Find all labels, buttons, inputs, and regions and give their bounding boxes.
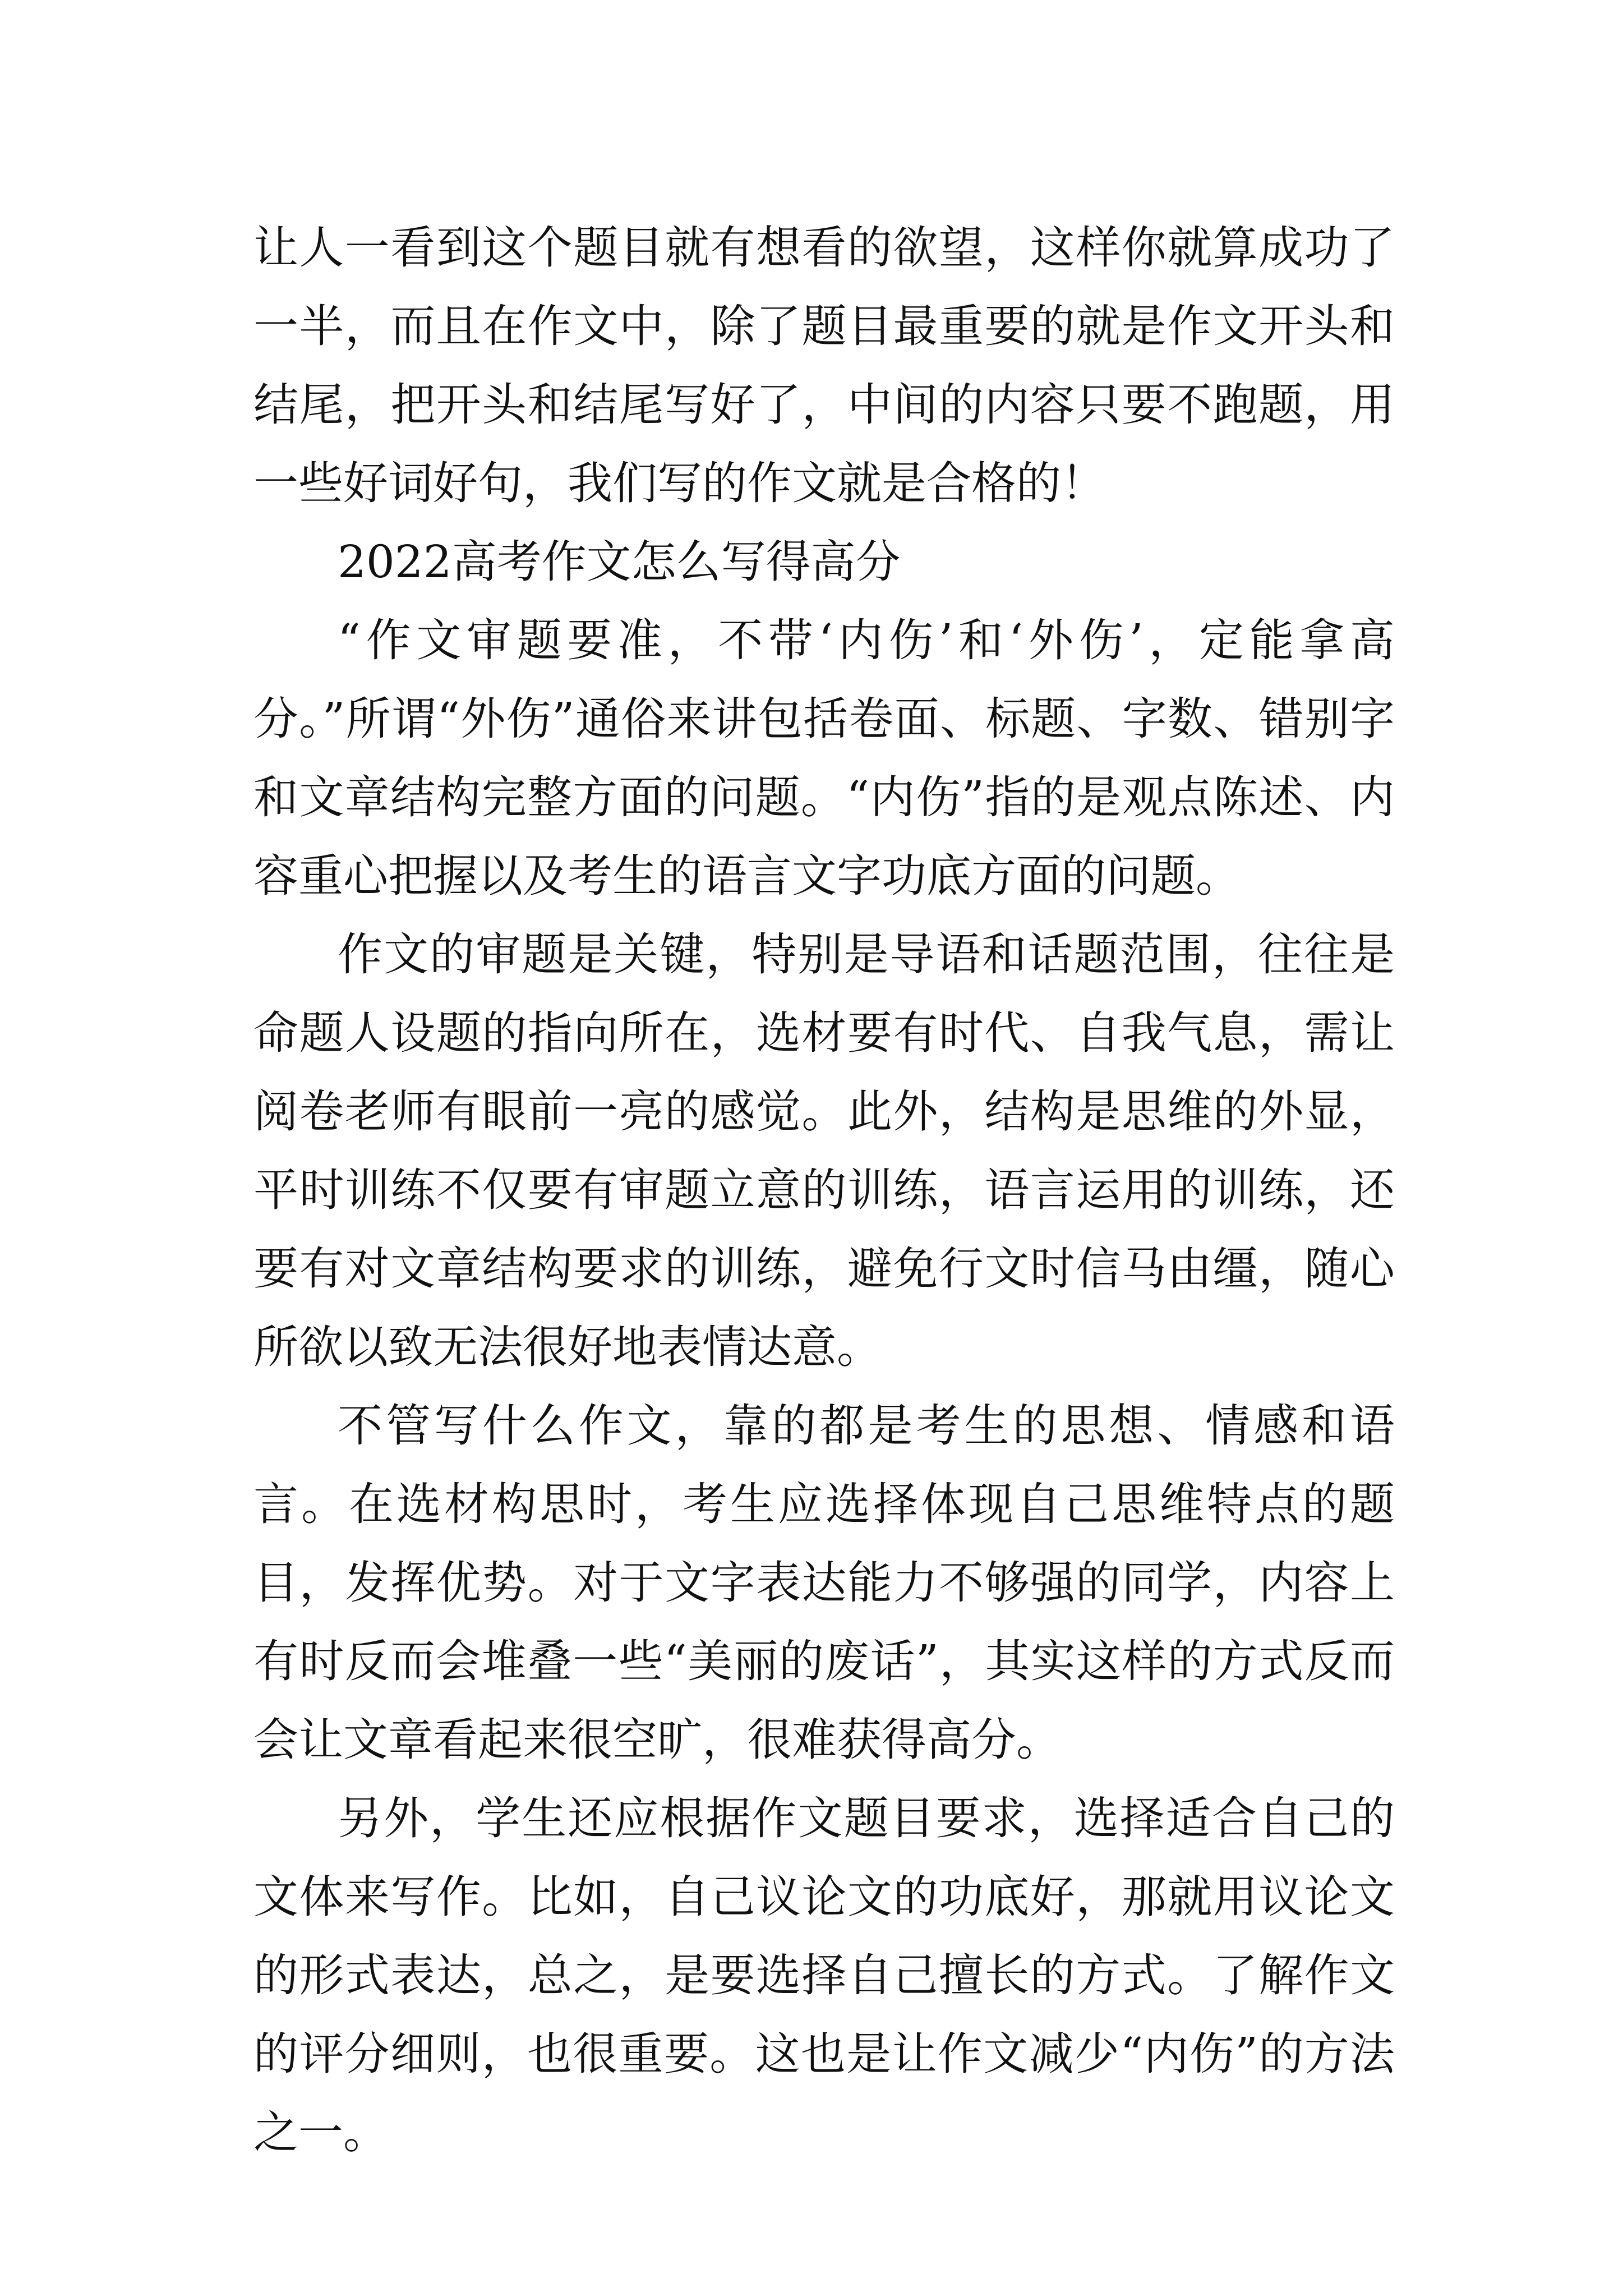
paragraph: “作文审题要准，不带‘内伤’和‘外伤’，定能拿高分。”所谓“外伤”通俗来讲包括卷面、标题、字数、错别字和文章结构完整方面的问题。“内伤”指的是观点陈述、内容重心把握以及考生的语言文字功底方面的问题。	[253, 614, 1395, 902]
paragraph: 另外，学生还应根据作文题目要求，选择适合自己的文体来写作。比如，自己议论文的功底好，那就用议论文的形式表达，总之，是要选择自己擅长的方式。了解作文的评分细则，也很重要。这也是让作文减少“内伤”的方法之一。	[253, 1792, 1395, 2159]
section-heading: 2022高考作文怎么写得高分	[338, 536, 901, 588]
document-body	[253, 209, 1395, 2172]
paragraph: 作文的审题是关键，特别是导语和话题范围，往往是命题人设题的指向所在，选材要有时代、自我气息，需让阅卷老师有眼前一亮的感觉。此外，结构是思维的外显，平时训练不仅要有审题立意的训练，语言运用的训练，还要有对文章结构要求的训练，避免行文时信马由缰，随心所欲以致无法很好地表情达意。	[253, 928, 1395, 1373]
paragraph: 不管写什么作文，靠的都是考生的思想、情感和语言。在选材构思时，考生应选择体现自己思维特点的题目，发挥优势。对于文字表达能力不够强的同学，内容上有时反而会堆叠一些“美丽的废话”，其实这样的方式反而会让文章看起来很空旷，很难获得高分。	[253, 1400, 1395, 1766]
paragraph-continuation: 让人一看到这个题目就有想看的欲望，这样你就算成功了一半，而且在作文中，除了题目最重要的就是作文开头和结尾，把开头和结尾写好了，中间的内容只要不跑题，用一些好词好句，我们写的作文就是合格的！	[253, 222, 1395, 509]
